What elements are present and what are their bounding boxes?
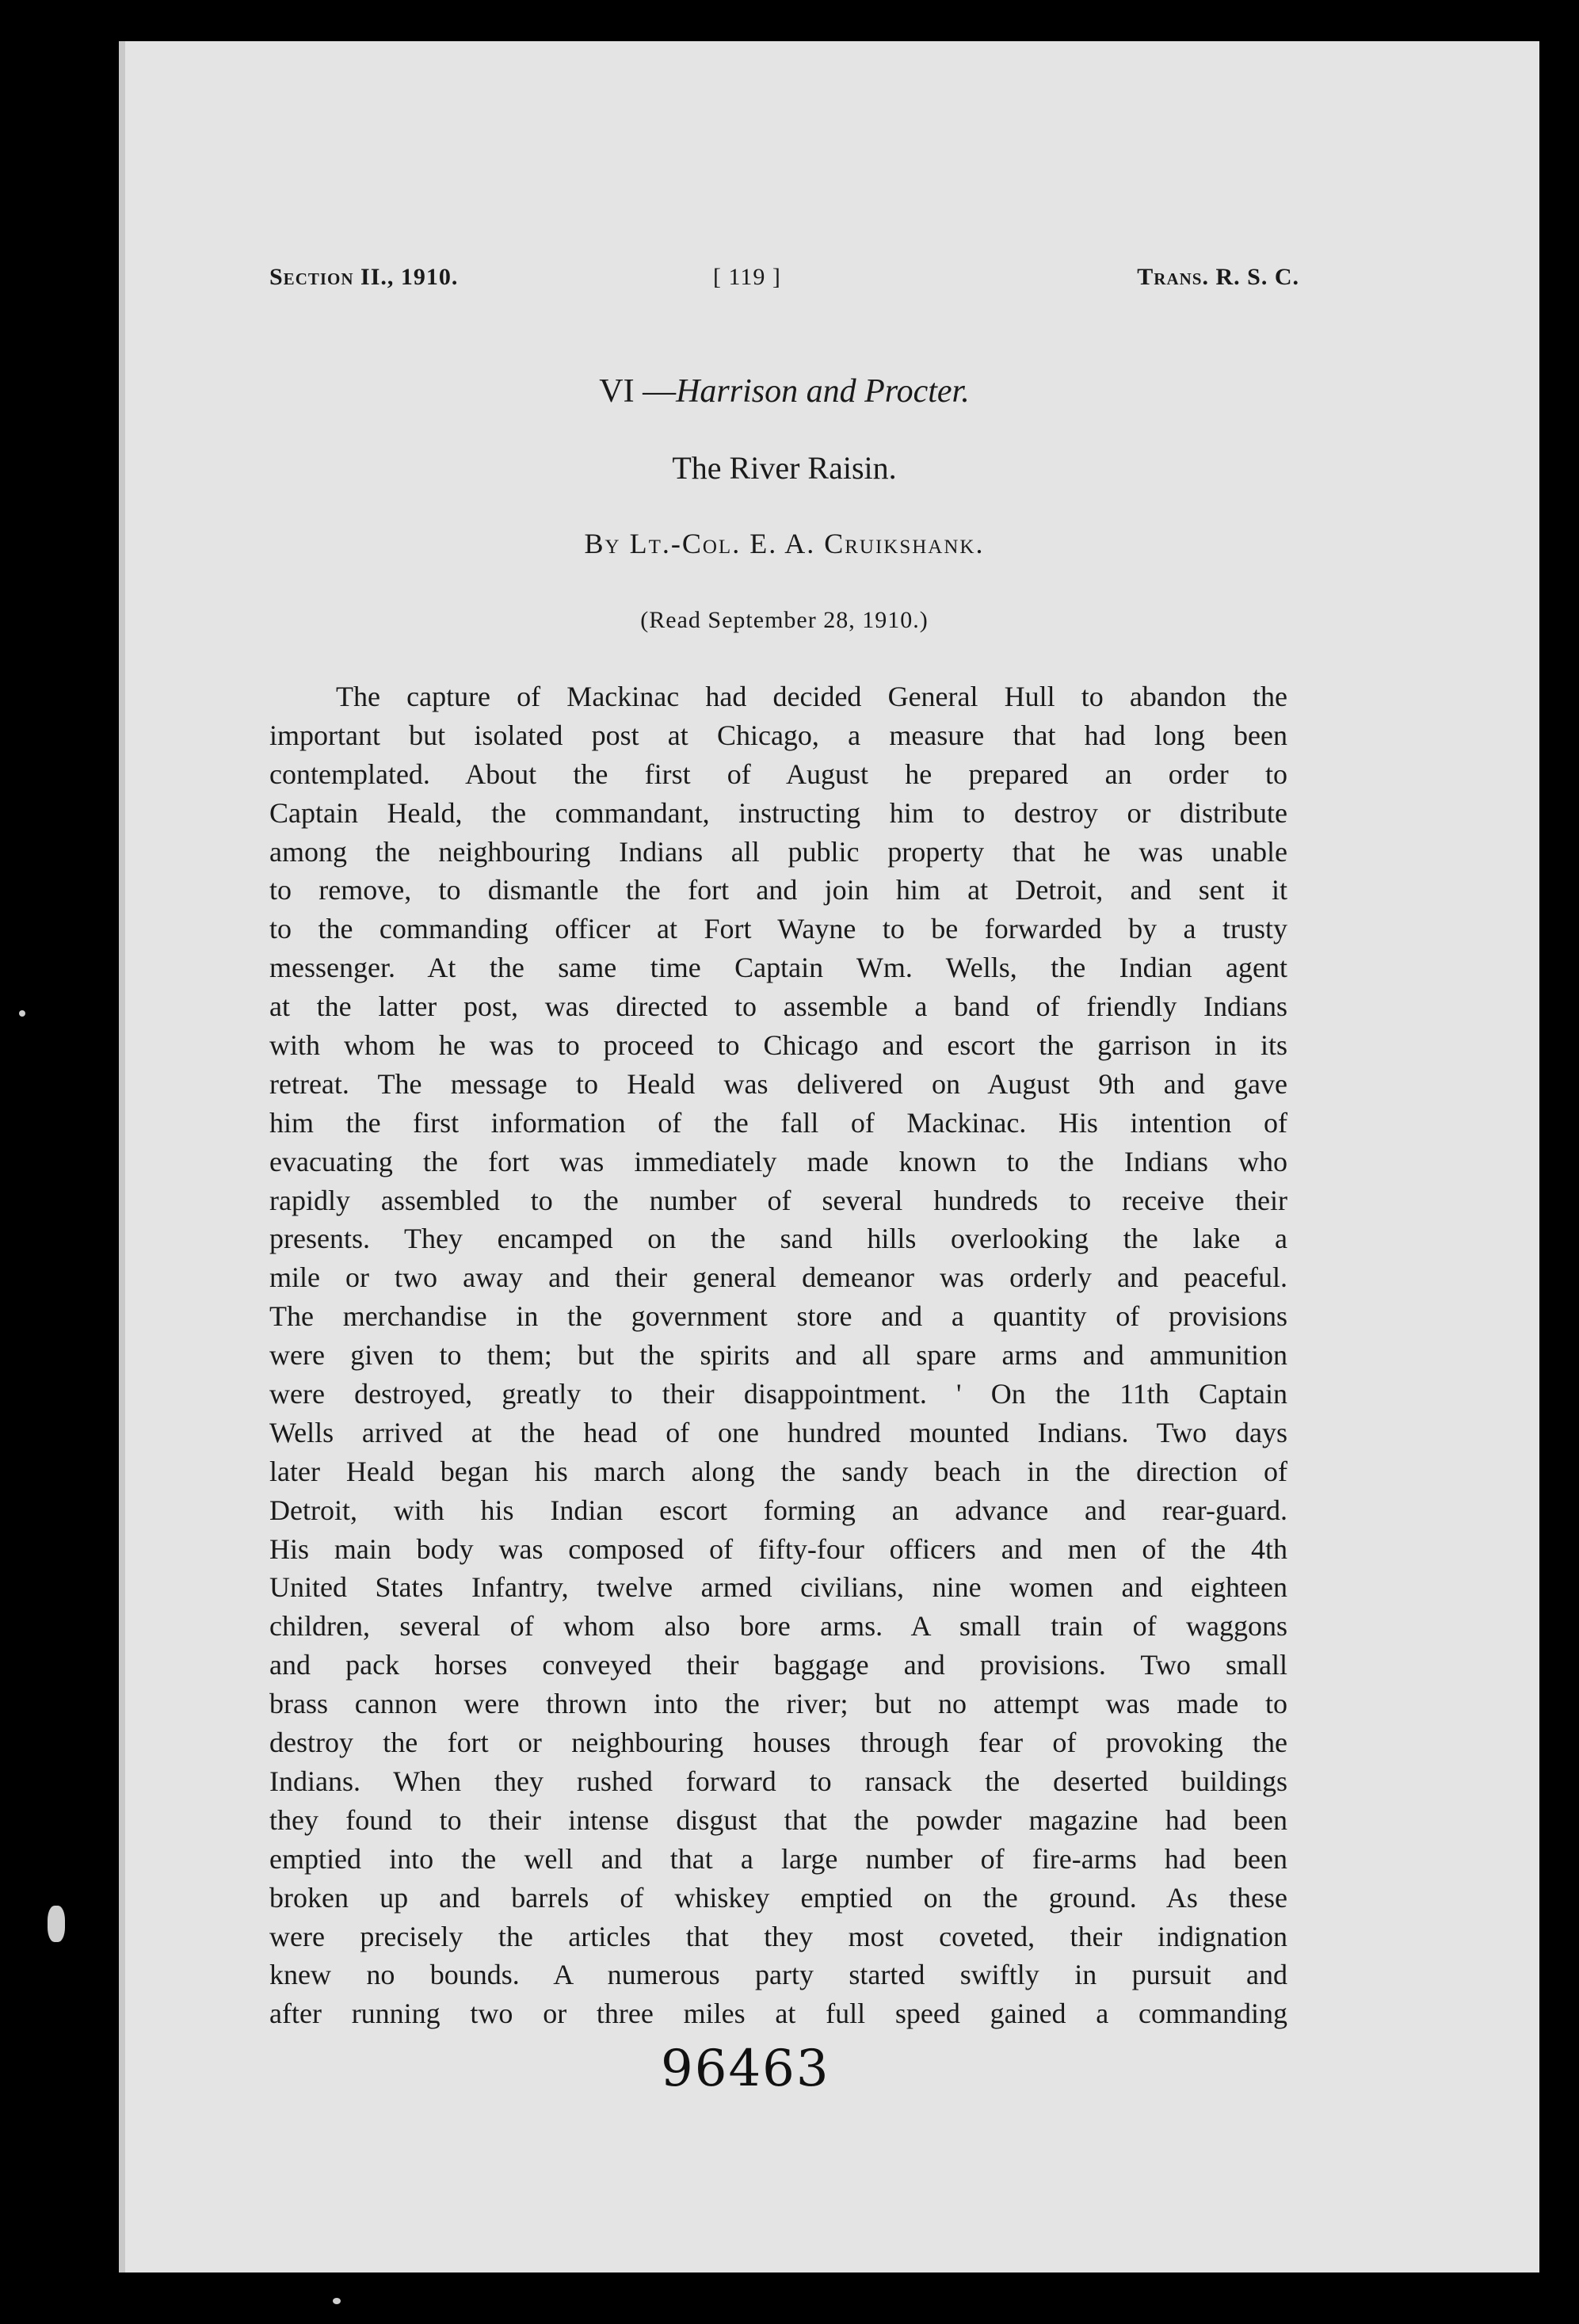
body-line: were given to them; but the spirits and all spare arms and ammunition (269, 1339, 1287, 1372)
article-title (269, 372, 1299, 410)
header-journal: Trans. R. S. C. (1137, 264, 1299, 290)
body-line: broken up and barrels of whiskey emptied on the ground. As these (269, 1881, 1287, 1914)
body-line: at the latter post, was directed to assemble a band of friendly Indians (269, 990, 1287, 1023)
header-page-number: [ 119 ] (713, 264, 781, 290)
body-line: rapidly assembled to the number of several hundreds to receive their (269, 1184, 1287, 1216)
body-line: destroy the fort or neighbouring houses through fear of provoking the (269, 1727, 1287, 1759)
body-line: they found to their intense disgust that the powder magazine had been (269, 1803, 1287, 1836)
body-line: were precisely the articles that they most coveted, their indignation (269, 1920, 1287, 1952)
read-date-note: (Read September 28, 1910.) (640, 607, 929, 633)
article-title-text: Harrison and Procter. (676, 373, 970, 410)
body-line: messenger. At the same time Captain Wm. Wells, the Indian agent (269, 952, 1287, 984)
running-header (269, 264, 1299, 311)
body-line: after running two or three miles at full speed gained a commanding (269, 1998, 1287, 2030)
body-line: were destroyed, greatly to their disappointment. ' On the 11th Captain (269, 1378, 1287, 1410)
body-line: Wells arrived at the head of one hundred mounted Indians. Two days (269, 1416, 1287, 1448)
body-line: Indians. When they rushed forward to ransack the deserted buildings (269, 1765, 1287, 1797)
article-author: By Lt.-Col. E. A. Cruikshank. (584, 528, 985, 559)
body-line: mile or two away and their general demeanor was orderly and peaceful. (269, 1261, 1287, 1294)
body-line: Captain Heald, the commandant, instructing him to destroy or distribute (269, 796, 1287, 829)
body-line: The merchandise in the government store and a quantity of provisions (269, 1300, 1287, 1333)
article-subtitle: The River Raisin. (672, 450, 897, 486)
scan-speck (48, 1906, 65, 1942)
scan-speck (19, 1010, 25, 1017)
body-line: presents. They encamped on the sand hills overlooking the lake a (269, 1223, 1287, 1255)
body-line: emptied into the well and that a large number of fire-arms had been (269, 1842, 1287, 1875)
body-line: him the first information of the fall of Mackinac. His intention of (269, 1106, 1287, 1139)
body-line: contemplated. About the first of August he prepared an order to (269, 757, 1287, 790)
body-line: children, several of whom also bore arms. A small train of waggons (269, 1610, 1287, 1643)
body-line: retreat. The message to Heald was delivered on August 9th and gave (269, 1067, 1287, 1100)
catalog-stamp: 96463 (661, 2040, 830, 2098)
body-line: His main body was composed of fifty-four officers and men of the 4th (269, 1532, 1287, 1565)
body-line: later Heald began his march along the sandy beach in the direction of (269, 1455, 1287, 1487)
body-line: important but isolated post at Chicago, a measure that had long been (269, 719, 1287, 751)
body-line: among the neighbouring Indians all public property that he was unable (269, 835, 1287, 868)
body-paragraph (269, 677, 1287, 2033)
body-line: United States Infantry, twelve armed civilians, nine women and eighteen (269, 1571, 1287, 1604)
header-section: Section II., 1910. (269, 264, 459, 290)
body-line: and pack horses conveyed their baggage and provisions. Two small (269, 1649, 1287, 1681)
body-line: evacuating the fort was immediately made known to the Indians who (269, 1145, 1287, 1177)
body-line: The capture of Mackinac had decided General Hull to abandon the (336, 681, 1287, 712)
scan-speck (333, 2298, 341, 2304)
article-number: VI — (599, 373, 677, 410)
body-line: brass cannon were thrown into the river; but no attempt was made to (269, 1688, 1287, 1720)
body-line: to remove, to dismantle the fort and join him at Detroit, and sent it (269, 874, 1287, 906)
body-line: with whom he was to proceed to Chicago and escort the garrison in its (269, 1029, 1287, 1062)
body-line: knew no bounds. A numerous party started swiftly in pursuit and (269, 1959, 1287, 1991)
body-line: Detroit, with his Indian escort forming an advance and rear-guard. (269, 1494, 1287, 1526)
body-line: to the commanding officer at Fort Wayne to be forwarded by a trusty (269, 913, 1287, 945)
